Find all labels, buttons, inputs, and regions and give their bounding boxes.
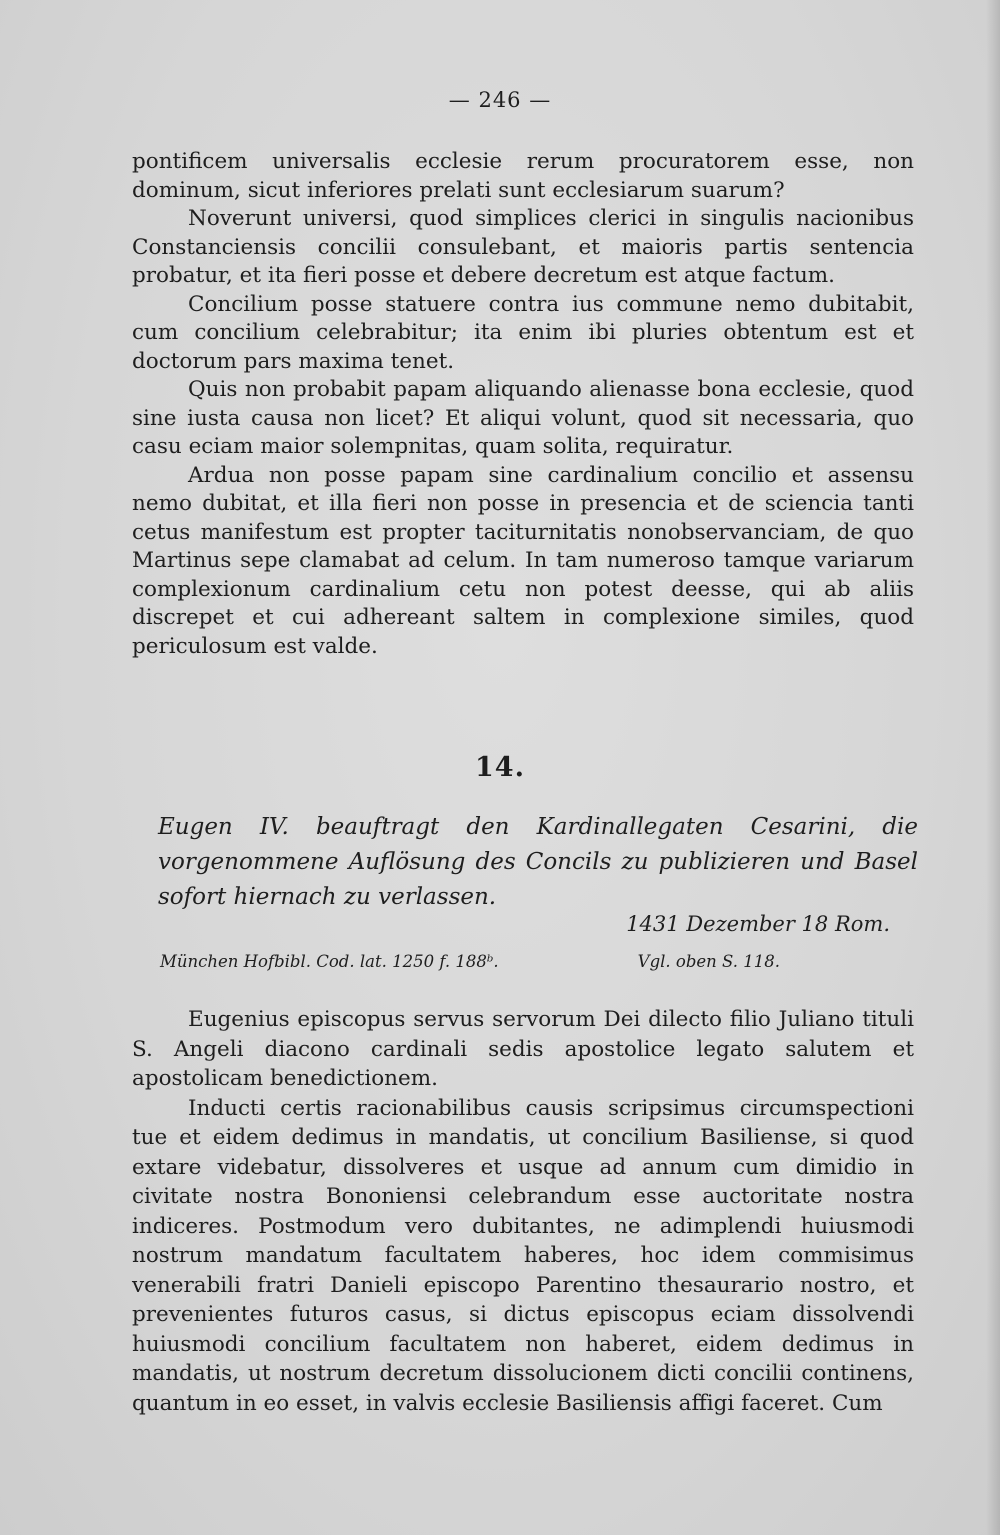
document-date: 1431 Dezember 18 Rom. xyxy=(626,912,890,936)
top-text-block xyxy=(132,148,914,661)
document-heading: Eugen IV. beauftragt den Kardinallegaten Cesarini, die vorgenommene Auflösung des Concils zu publizieren und Basel sofort hiernach zu verlassen. xyxy=(158,814,918,910)
paragraph: Inducti certis racionabilibus causis scripsimus circumspectioni tue et eidem dedimus in mandatis, ut concilium Basiliense, si quod extare videbatur, dissolveres et usque ad annum cum dimidio in civitate nostra Bononiensi celebrandum esse auctoritate nostra indiceres. Postmodum vero dubitantes, ne adimplendi huiusmodi nostrum mandatum facultatem haberes, hoc idem commisimus venerabili fratri Danieli episcopo Parentino thesaurario nostro, et prevenientes futuros casus, si dictus episcopus eciam dissolvendi huiusmodi concilium facultatem non haberet, eidem dedimus in mandatis, ut nostrum decretum dissolucionem dicti concilii continens, quantum in eo esset, in valvis ecclesie Basiliensis affigi faceret. Cum xyxy=(132,1095,914,1416)
paragraph: Eugenius episcopus servus servorum Dei dilecto filio Juliano tituli S. Angeli diacono cardinali sedis apostolice legato salutem et apostolicam benedictionem. xyxy=(132,1007,914,1091)
source-line xyxy=(160,952,780,971)
paragraph: Concilium posse statuere contra ius commune nemo dubitabit, cum concilium celebrabitur; ita enim ibi pluries obtentum est et doctorum pars maxima tenet. xyxy=(132,291,914,374)
source-reference: München Hofbibl. Cod. lat. 1250 f. 188ᵇ. xyxy=(160,952,499,971)
bottom-text-block xyxy=(132,1005,914,1418)
paragraph: pontificem universalis ecclesie rerum procuratorem esse, non dominum, sicut inferiores prelati sunt ecclesiarum suarum? xyxy=(132,149,914,203)
cross-reference: Vgl. oben S. 118. xyxy=(637,952,780,971)
page-number: — 246 — xyxy=(448,88,552,112)
document-number: 14. xyxy=(475,752,525,783)
paragraph: Quis non probabit papam aliquando alienasse bona ecclesie, quod sine iusta causa non licet? Et aliqui volunt, quod sit necessaria, quo casu eciam maior solempnitas, quam solita, requiratur. xyxy=(132,377,914,459)
paragraph: Noverunt universi, quod simplices clerici in singulis nacionibus Constanciensis concilii consulebant, et maioris partis sentencia probatur, et ita fieri posse et debere decretum est atque factum. xyxy=(132,206,914,288)
paragraph: Ardua non posse papam sine cardinalium concilio et assensu nemo dubitat, et illa fieri non posse in presencia et de sciencia tanti cetus manifestum est propter taciturnitatis nonobservanciam, de quo Martinus sepe clamabat ad celum. In tam numeroso tamque variarum complexionum cardinalium cetu non potest deesse, qui ab aliis discrepet et cui adhereant saltem in complexione similes, quod periculosum est valde. xyxy=(132,462,914,659)
